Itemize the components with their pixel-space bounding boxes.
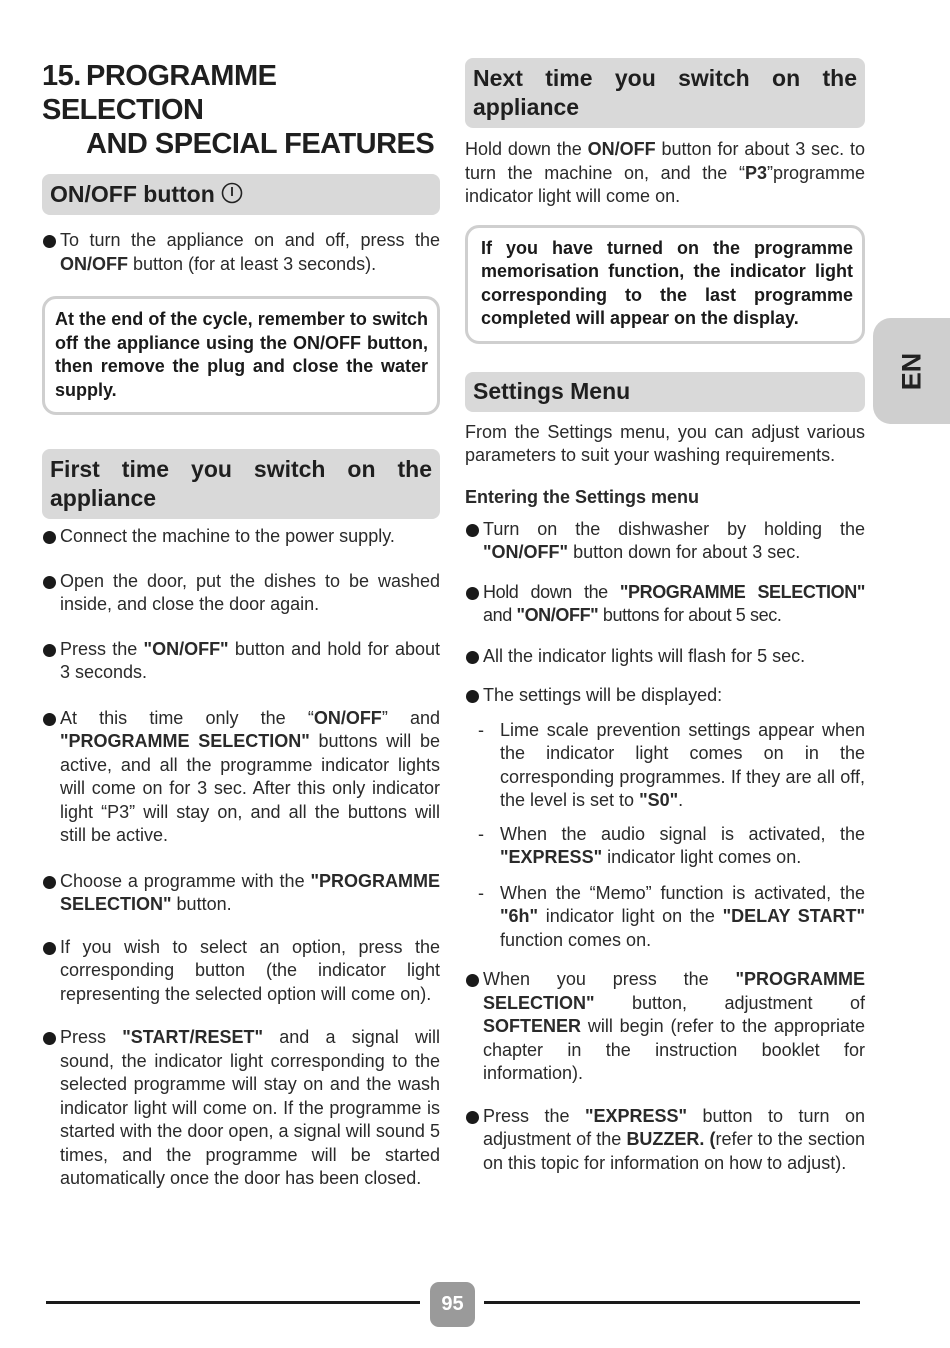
list-item: Hold down the "PROGRAMME SELECTION" and "ON/OFF" buttons for about 5 sec. [465, 581, 865, 628]
power-icon [221, 179, 243, 213]
onoff-list [42, 229, 440, 276]
next-paragraph: Hold down the ON/OFF button for about 3 sec. to turn the machine on, and the “P3”programme indicator light will come on. [465, 139, 865, 206]
list-item: Choose a programme with the "PROGRAMME SELECTION" button. [42, 870, 440, 917]
list-item: When you press the "PROGRAMME SELECTION" button, adjustment of SOFTENER will begin (refer to the appropriate chapter in the instruction booklet for information). [465, 968, 865, 1086]
onoff-note: At the end of the cycle, remember to switch off the appliance using the ON/OFF button, then remove the plug and close the water supply. [42, 296, 440, 415]
first-heading: First time you switch on the appliance [42, 449, 440, 519]
section-number: 15. [42, 60, 81, 92]
list-item: - When the audio signal is activated, the "EXPRESS" indicator light comes on. [465, 823, 865, 870]
settings-dash-list [465, 719, 865, 953]
list-item: Open the door, put the dishes to be washed inside, and close the door again. [42, 570, 440, 617]
list-item: The settings will be displayed: [465, 684, 865, 708]
section-title-line1: PROGRAMME SELECTION [42, 60, 277, 126]
list-item: - When the “Memo” function is activated, the "6h" indicator light on the "DELAY START" function comes on. [465, 882, 865, 953]
right-column [465, 58, 865, 1175]
settings-heading: Settings Menu [465, 372, 865, 412]
settings-list-2 [465, 968, 865, 1175]
list-item: If you wish to select an option, press the corresponding button (the indicator light representing the selected option will come on). [42, 936, 440, 1007]
list-item: At this time only the “ON/OFF” and "PROGRAMME SELECTION" buttons will be active, and all the programme indicator lights will come on for 3 sec. After this only indicator light “P3” will stay on, and all the buttons will still be active. [42, 707, 440, 848]
next-note: If you have turned on the programme memorisation function, the indicator light corresponding to the last programme completed will appear on the display. [465, 225, 865, 344]
footer-rule-left [46, 1301, 420, 1304]
settings-intro: From the Settings menu, you can adjust various parameters to suit your washing requirements. [465, 421, 865, 465]
settings-list [465, 518, 865, 708]
language-tab-label: EN [895, 352, 926, 390]
next-heading: Next time you switch on the appliance [465, 58, 865, 128]
language-tab [873, 318, 950, 424]
page-number: 95 [430, 1282, 475, 1327]
onoff-heading-text: ON/OFF button [50, 181, 215, 207]
list-item: To turn the appliance on and off, press the ON/OFF button (for at least 3 seconds). [42, 229, 440, 276]
list-item: Turn on the dishwasher by holding the "ON/OFF" button down for about 3 sec. [465, 518, 865, 565]
first-list [42, 525, 440, 1191]
list-item: Press the "EXPRESS" button to turn on adjustment of the BUZZER. (refer to the section on this topic for information on how to adjust). [465, 1105, 865, 1176]
left-column [42, 58, 440, 1191]
list-item: Connect the machine to the power supply. [42, 525, 440, 549]
onoff-heading [42, 174, 440, 215]
section-title-line2: AND SPECIAL FEATURES [86, 128, 435, 160]
list-item: All the indicator lights will flash for 5 sec. [465, 645, 865, 669]
footer-rule-right [484, 1301, 860, 1304]
list-item: Press "START/RESET" and a signal will sound, the indicator light corresponding to the selected programme will stay on and the wash indicator light will come on. If the programme is started with the door open, a signal will sound 5 times, and the programme will be started automatically once the door has been closed. [42, 1026, 440, 1191]
section-title [42, 59, 440, 161]
settings-subhead: Entering the Settings menu [465, 486, 700, 507]
list-item: Press the "ON/OFF" button and hold for about 3 seconds. [42, 638, 440, 685]
list-item: - Lime scale prevention settings appear when the indicator light comes on in the corresponding programmes. If they are all off, the level is set to "S0". [465, 719, 865, 813]
